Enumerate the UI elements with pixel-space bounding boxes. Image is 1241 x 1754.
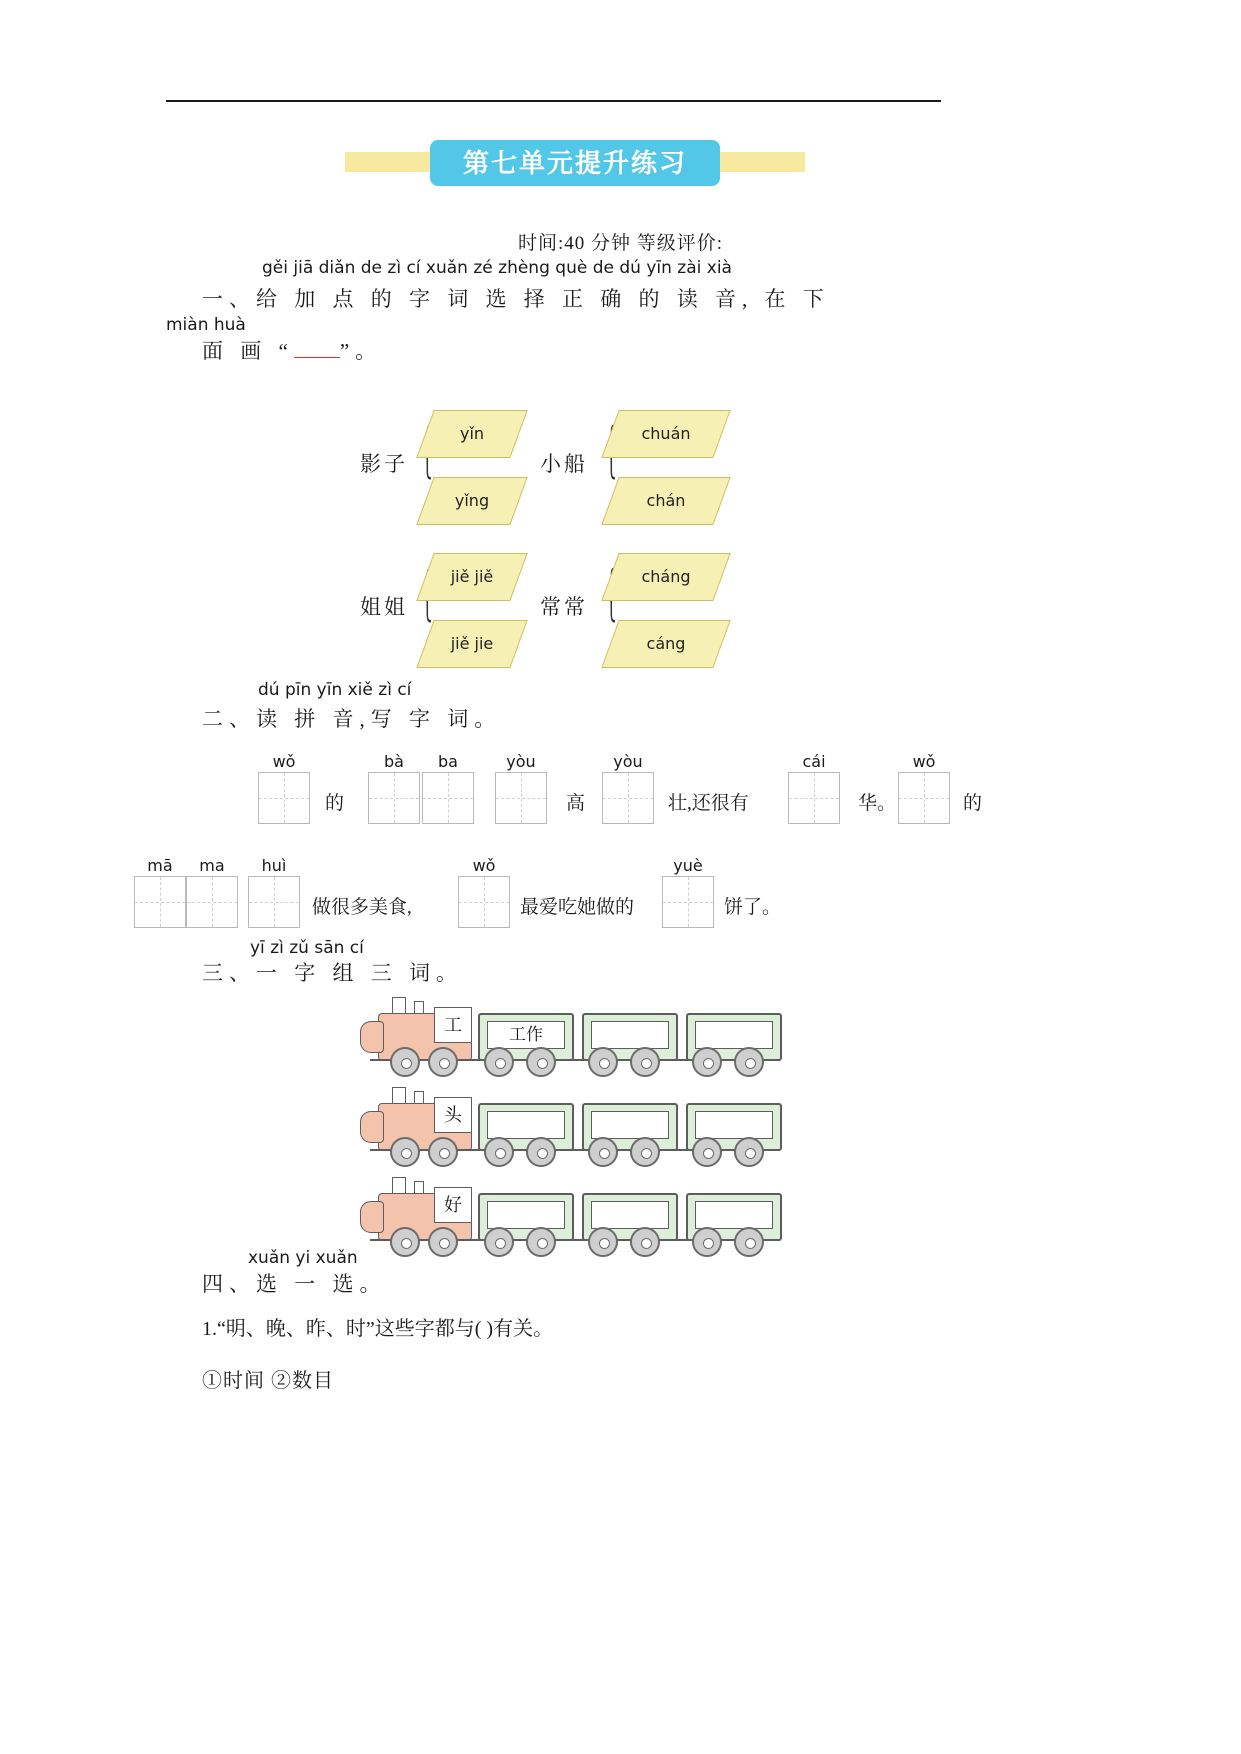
section-two-pinyin: dú pīn yīn xiě zì cí	[258, 680, 412, 700]
wheel-icon	[390, 1047, 420, 1077]
writing-box[interactable]	[248, 876, 300, 928]
writing-box[interactable]	[788, 772, 840, 824]
section-one-heading-2	[202, 335, 382, 365]
writing-box[interactable]	[495, 772, 547, 824]
wheel-icon	[588, 1047, 618, 1077]
pinyin-label: wǒ	[912, 752, 936, 771]
option-diamond[interactable]	[601, 620, 730, 668]
seed-char: 好	[444, 1195, 462, 1215]
locomotive-front	[360, 1201, 384, 1233]
wheel-icon	[484, 1047, 514, 1077]
wheel-icon	[630, 1227, 660, 1257]
question-1-options: ①时间 ②数目	[202, 1370, 334, 1392]
choice-group-word: 影子	[360, 452, 408, 476]
writing-box[interactable]	[898, 772, 950, 824]
inline-text: 最爱吃她做的	[520, 897, 635, 918]
option-label: cháng	[641, 567, 691, 586]
section-one-pinyin-2: miàn huà	[166, 315, 246, 335]
word-slot[interactable]	[487, 1021, 565, 1049]
option-label: yǐng	[454, 491, 490, 510]
writing-box[interactable]	[368, 772, 420, 824]
wheel-icon	[526, 1137, 556, 1167]
pinyin-label: cái	[802, 752, 826, 771]
pinyin-label: mā	[147, 856, 173, 875]
inline-text: 壮,还很有	[668, 793, 749, 814]
option-diamond[interactable]	[416, 620, 527, 668]
writing-box[interactable]	[458, 876, 510, 928]
option-label: jiě jiě	[450, 567, 494, 586]
writing-box[interactable]	[422, 772, 474, 824]
wheel-icon	[630, 1047, 660, 1077]
pinyin-label: ba	[438, 752, 458, 771]
wheel-icon	[484, 1227, 514, 1257]
word-slot[interactable]	[695, 1201, 773, 1229]
wheel-icon	[390, 1227, 420, 1257]
word-slot[interactable]	[487, 1111, 565, 1139]
wheel-icon	[588, 1227, 618, 1257]
pinyin-label: huì	[261, 856, 287, 875]
inline-text: 饼了。	[724, 897, 782, 918]
choice-group-yingzi	[360, 410, 520, 530]
wheel-icon	[734, 1047, 764, 1077]
answer-blank-underline	[294, 357, 340, 358]
inline-text: 的	[963, 793, 983, 814]
option-diamond[interactable]	[416, 477, 527, 525]
wheel-icon	[692, 1047, 722, 1077]
locomotive-front	[360, 1021, 384, 1053]
pinyin-label: bà	[384, 752, 404, 771]
option-diamond[interactable]	[601, 477, 730, 525]
seed-char-box	[434, 1007, 472, 1043]
inline-text: 华。	[858, 793, 897, 814]
inline-text: 做很多美食,	[312, 897, 412, 918]
option-label: chán	[646, 491, 686, 510]
seed-char: 头	[444, 1105, 462, 1125]
wheel-icon	[428, 1137, 458, 1167]
seed-char-box	[434, 1187, 472, 1223]
word-slot[interactable]	[487, 1201, 565, 1229]
word-slot-text: 工作	[509, 1025, 543, 1044]
section-one-heading: 一、给 加 点 的 字 词 选 择 正 确 的 读 音, 在 下	[202, 287, 830, 311]
option-label: jiě jie	[450, 634, 494, 653]
top-divider	[166, 100, 941, 102]
question-1: 1.“明、晚、昨、时”这些字都与( )有关。	[202, 1318, 554, 1340]
option-diamond[interactable]	[601, 553, 730, 601]
train-illustration	[360, 985, 800, 1250]
inline-text: 高	[566, 793, 586, 814]
wheel-icon	[692, 1227, 722, 1257]
seed-char-box	[434, 1097, 472, 1133]
section-four-pinyin: xuǎn yi xuǎn	[248, 1248, 358, 1268]
section-four-heading: 四、选 一 选。	[202, 1272, 387, 1296]
banner-plate	[430, 140, 720, 186]
pinyin-label: ma	[199, 856, 225, 875]
choice-group-jiejie	[360, 553, 520, 673]
section-three-heading: 三、一 字 组 三 词。	[202, 961, 463, 985]
wheel-icon	[526, 1047, 556, 1077]
pinyin-label: wǒ	[272, 752, 296, 771]
wheel-icon	[630, 1137, 660, 1167]
word-slot[interactable]	[591, 1021, 669, 1049]
word-slot[interactable]	[695, 1111, 773, 1139]
option-diamond[interactable]	[416, 410, 527, 458]
pinyin-label: yòu	[506, 752, 536, 771]
title-banner	[345, 140, 805, 186]
option-label: cáng	[646, 634, 686, 653]
choice-group-word: 姐姐	[360, 595, 408, 619]
section-three-pinyin: yī zì zǔ sān cí	[250, 938, 364, 958]
writing-box[interactable]	[134, 876, 186, 928]
wheel-icon	[390, 1137, 420, 1167]
pinyin-label: wǒ	[472, 856, 496, 875]
seed-char: 工	[444, 1015, 462, 1035]
option-diamond[interactable]	[601, 410, 730, 458]
locomotive-front	[360, 1111, 384, 1143]
section-one-pinyin-1: gěi jiā diǎn de zì cí xuǎn zé zhèng què de dú yīn zài xià	[262, 258, 732, 278]
wheel-icon	[734, 1227, 764, 1257]
section-one-heading-2b: ”。	[339, 339, 383, 363]
page-title: 第七单元提升练习	[462, 148, 687, 178]
wheel-icon	[428, 1227, 458, 1257]
section-one-heading-2a: 面 画 “	[202, 339, 294, 363]
writing-box[interactable]	[258, 772, 310, 824]
wheel-icon	[692, 1137, 722, 1167]
word-slot[interactable]	[591, 1201, 669, 1229]
exam-meta: 时间:40 分钟 等级评价:	[517, 233, 724, 254]
choice-group-changchang	[540, 553, 720, 673]
writing-box[interactable]	[602, 772, 654, 824]
choice-group-word: 小船	[540, 452, 588, 476]
choice-group-word: 常常	[540, 595, 588, 619]
wheel-icon	[526, 1227, 556, 1257]
writing-box[interactable]	[662, 876, 714, 928]
section-two-heading: 二、读 拼 音,写 字 词。	[202, 707, 502, 731]
word-slot[interactable]	[591, 1111, 669, 1139]
option-label: chuán	[641, 424, 691, 443]
inline-text: 的	[325, 793, 345, 814]
option-diamond[interactable]	[416, 553, 527, 601]
wheel-icon	[484, 1137, 514, 1167]
wheel-icon	[428, 1047, 458, 1077]
pinyin-label: yuè	[673, 856, 703, 875]
option-label: yǐn	[459, 424, 485, 443]
word-slot[interactable]	[695, 1021, 773, 1049]
writing-box[interactable]	[186, 876, 238, 928]
wheel-icon	[734, 1137, 764, 1167]
pinyin-label: yòu	[613, 752, 643, 771]
wheel-icon	[588, 1137, 618, 1167]
choice-group-xiaochuan	[540, 410, 720, 530]
